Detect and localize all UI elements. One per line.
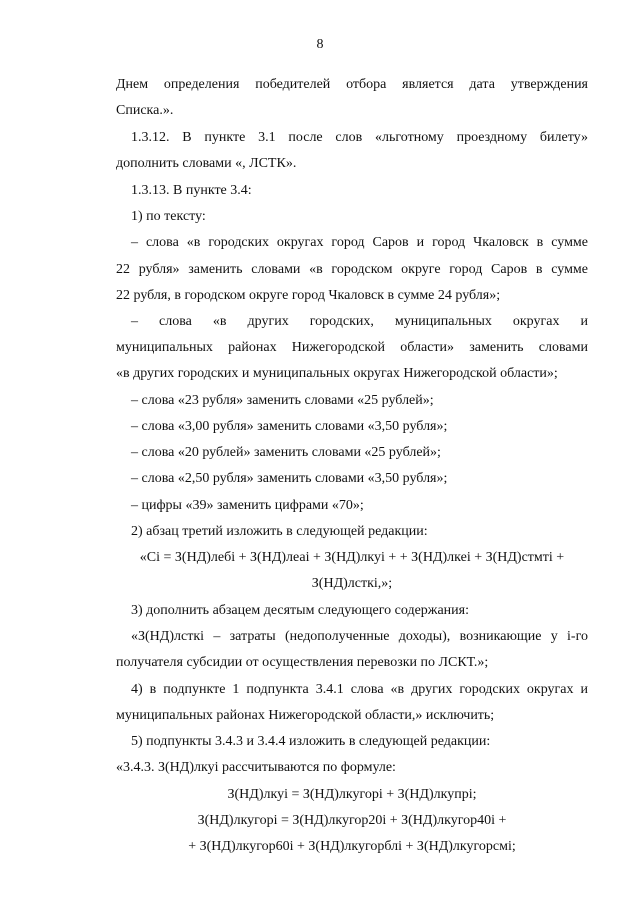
text-line: – слова «2,50 рубля» заменить словами «3,50 рубля»;	[131, 471, 448, 486]
text-line: «в других городских и муниципальных округах Нижегородской области»;	[116, 366, 558, 381]
text-line: – слова «3,00 рубля» заменить словами «3,50 рубля»;	[131, 419, 448, 434]
text-line: 22 рубля» заменить словами «в городском округе город Саров в сумме	[116, 262, 588, 277]
text-line: «3.4.3. З(НД)лкуi рассчитываются по формуле:	[116, 760, 396, 775]
text-line: 22 рубля, в городском округе город Чкаловск в сумме 24 рубля»;	[116, 288, 501, 303]
text-line: Списка.».	[116, 103, 174, 118]
formula-line: З(НД)лкуi = З(НД)лкугорi + З(НД)лкупрi;	[227, 787, 477, 802]
text-line: Днем определения победителей отбора является дата утверждения	[116, 77, 588, 92]
text-line: – цифры «39» заменить цифрами «70»;	[131, 498, 364, 513]
text-line: муниципальных районах Нижегородской области» заменить словами	[116, 340, 588, 355]
text-line: – слова «23 рубля» заменить словами «25 рублей»;	[131, 393, 434, 408]
formula-line: З(НД)лкугорi = З(НД)лкугор20i + З(НД)лкугор40i +	[197, 813, 507, 828]
text-line: муниципальных районах Нижегородской области,» исключить;	[116, 708, 495, 723]
text-line: дополнить словами «, ЛСТК».	[116, 156, 297, 171]
page-number: 8	[316, 37, 324, 52]
text-line: – слова «20 рублей» заменить словами «25 рублей»;	[131, 445, 441, 460]
text-line: – слова «в других городских, муниципальных округах и	[131, 314, 588, 329]
text-line: 1.3.13. В пункте 3.4:	[131, 183, 252, 198]
text-line: «З(НД)лсткi – затраты (недополученные доходы), возникающие у i-го	[131, 629, 588, 644]
text-line: 3) дополнить абзацем десятым следующего содержания:	[131, 603, 469, 618]
formula-line: З(НД)лсткi,»;	[311, 576, 393, 591]
text-line: получателя субсидии от осуществления перевозки по ЛСКТ.»;	[116, 655, 489, 670]
formula-line: + З(НД)лкугор60i + З(НД)лкугорблi + З(НД)лкугорсмi;	[188, 839, 516, 854]
text-line: 2) абзац третий изложить в следующей редакции:	[131, 524, 428, 539]
text-line: 4) в подпункте 1 подпункта 3.4.1 слова «в других городских округах и	[131, 682, 588, 697]
text-line: – слова «в городских округах город Саров и город Чкаловск в сумме	[131, 235, 588, 250]
text-line: 5) подпункты 3.4.3 и 3.4.4 изложить в следующей редакции:	[131, 734, 491, 749]
formula-line: «Сi = З(НД)лебi + З(НД)леаi + З(НД)лкуi + + З(НД)лкеi + З(НД)стмтi +	[139, 550, 565, 565]
text-line: 1.3.12. В пункте 3.1 после слов «льготному проездному билету»	[131, 130, 588, 145]
text-line: 1) по тексту:	[131, 209, 206, 224]
